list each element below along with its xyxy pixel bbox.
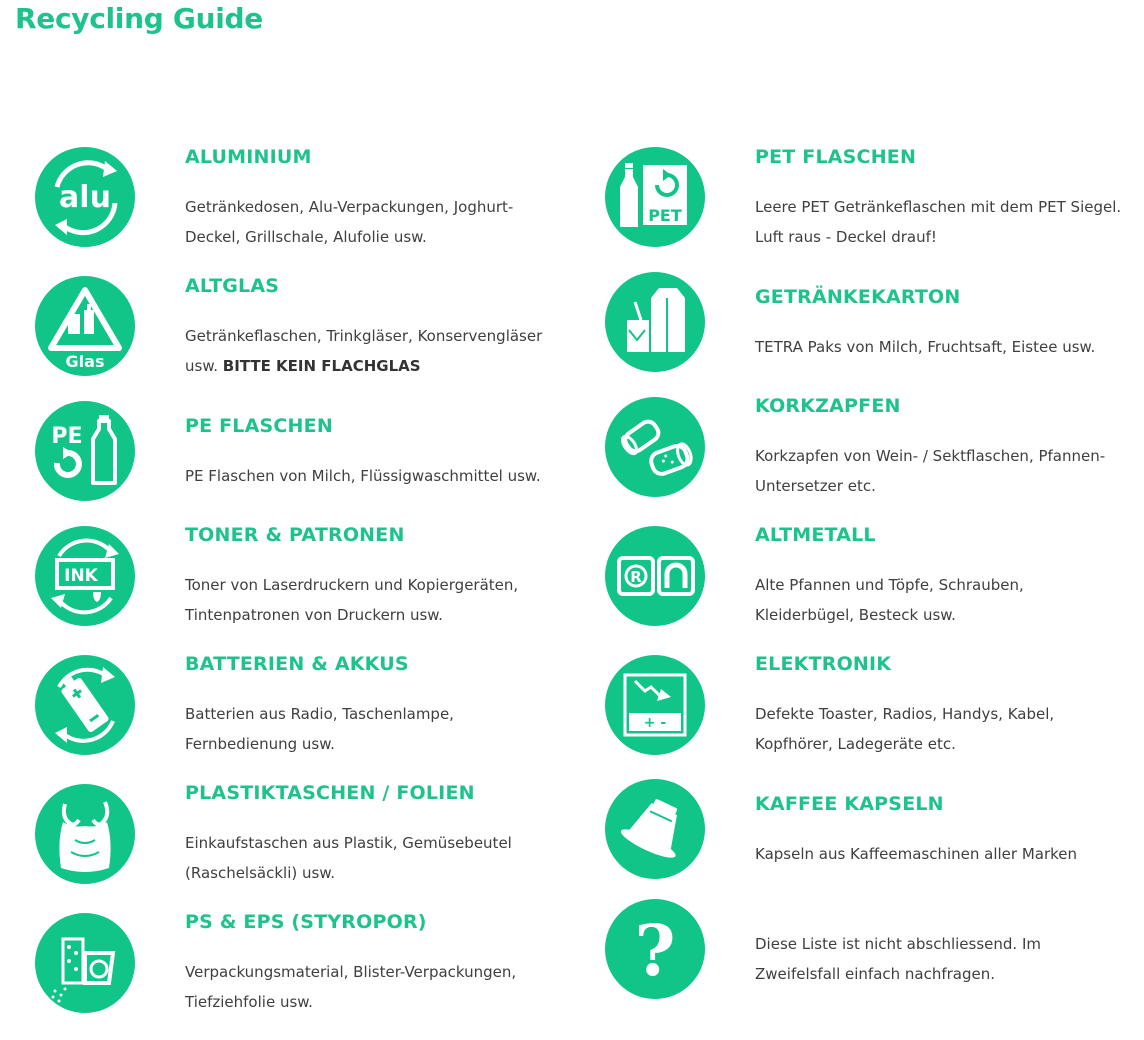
item-description: Getränkedosen, Alu-Verpackungen, Joghurt-Deckel, Grillschale, Alufolie usw. xyxy=(185,198,514,246)
styrofoam-icon xyxy=(35,913,135,1013)
item-description: Batterien aus Radio, Taschenlampe, Fernbedienung usw. xyxy=(185,705,454,753)
item-title: ELEKTRONIK xyxy=(755,653,892,675)
item-title: PET FLASCHEN xyxy=(755,146,917,168)
item-title: ALUMINIUM xyxy=(185,146,312,168)
plastic-bag-icon xyxy=(35,784,135,884)
glass-recycle-icon xyxy=(35,276,135,376)
item-title: TONER & PATRONEN xyxy=(185,524,405,546)
item-description: Korkzapfen von Wein- / Sektflaschen, Pfannen-Untersetzer etc. xyxy=(755,447,1106,495)
pe-icon-label: PE xyxy=(51,424,83,449)
item-description xyxy=(185,321,555,381)
question-icon-label: ? xyxy=(634,909,676,992)
pet-icon-label: PET xyxy=(648,206,682,225)
item-description: Diese Liste ist nicht abschliessend. Im Zweifelsfall einfach nachfragen. xyxy=(755,935,1041,983)
item-description: Kapseln aus Kaffeemaschinen aller Marken xyxy=(755,845,1078,863)
item-description-text: Getränkeflaschen, Trinkgläser, Konservengläser usw. xyxy=(185,327,543,375)
item-description: Toner von Laserdruckern und Kopiergeräten, Tintenpatronen von Druckern usw. xyxy=(185,576,519,624)
item-description-warning: BITTE KEIN FLACHGLAS xyxy=(222,357,421,375)
item-description: Verpackungsmaterial, Blister-Verpackungen, Tiefziehfolie usw. xyxy=(185,963,517,1011)
item-title: PLASTIKTASCHEN / FOLIEN xyxy=(185,782,475,804)
item-description: TETRA Paks von Milch, Fruchtsaft, Eistee usw. xyxy=(755,338,1096,356)
metal-icon-label: R xyxy=(630,568,642,586)
pet-bottle-icon xyxy=(605,147,705,247)
glas-icon-label: Glas xyxy=(65,352,105,371)
question-mark-icon xyxy=(605,899,705,999)
battery-recycle-icon xyxy=(35,655,135,755)
electronics-icon-label: + - xyxy=(643,715,667,731)
cork-icon xyxy=(605,397,705,497)
pe-bottle-icon xyxy=(35,401,135,501)
item-title: BATTERIEN & AKKUS xyxy=(185,653,409,675)
beverage-carton-icon xyxy=(605,272,705,372)
item-description: Leere PET Getränkeflaschen mit dem PET Siegel. Luft raus - Deckel drauf! xyxy=(755,198,1122,246)
item-title: ALTMETALL xyxy=(755,524,876,546)
item-title: PE FLASCHEN xyxy=(185,415,333,437)
item-title: KORKZAPFEN xyxy=(755,395,901,417)
alu-recycle-icon xyxy=(35,147,135,247)
item-description: Alte Pfannen und Töpfe, Schrauben, Kleiderbügel, Besteck usw. xyxy=(755,576,1024,624)
item-description: PE Flaschen von Milch, Flüssigwaschmittel usw. xyxy=(185,467,541,485)
coffee-capsule-icon xyxy=(605,779,705,879)
electronics-icon xyxy=(605,655,705,755)
ink-icon-label: INK xyxy=(64,566,98,586)
item-description: Einkaufstaschen aus Plastik, Gemüsebeutel (Raschelsäckli) usw. xyxy=(185,834,512,882)
item-title: KAFFEE KAPSELN xyxy=(755,793,944,815)
ink-cartridge-icon xyxy=(35,526,135,626)
item-title: ALTGLAS xyxy=(185,275,280,297)
scrap-metal-icon xyxy=(605,526,705,626)
item-description: Defekte Toaster, Radios, Handys, Kabel, Kopfhörer, Ladegeräte etc. xyxy=(755,705,1055,753)
page-title: Recycling Guide xyxy=(15,2,263,35)
item-title: GETRÄNKEKARTON xyxy=(755,286,961,308)
item-title: PS & EPS (STYROPOR) xyxy=(185,911,427,933)
alu-icon-label: alu xyxy=(59,180,111,215)
